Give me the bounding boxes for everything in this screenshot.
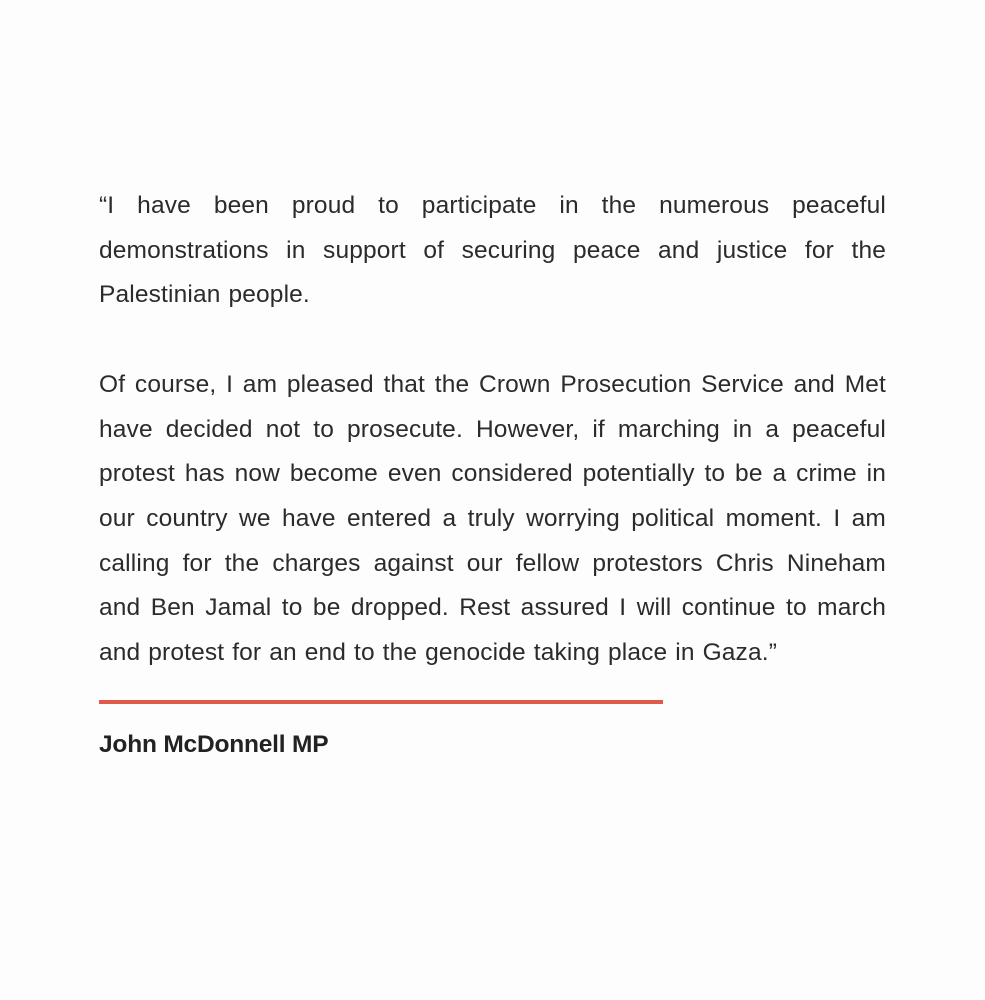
quote-author: John McDonnell MP	[99, 730, 329, 758]
quote-card	[99, 184, 886, 760]
quote-paragraph-2: Of course, I am pleased that the Crown Prosecution Service and Met have decided not to prosecute. However, if marching in a peaceful protest has now become even considered potentially to be a crime in our country we have entered a truly worrying political moment. I am calling for the charges against our fellow protestors Chris Nineham and Ben Jamal to be dropped. Rest assured I will continue to march and protest for an end to the genocide taking place in Gaza.”	[99, 370, 886, 667]
quote-paragraph-1: “I have been proud to participate in the numerous peaceful demonstrations in support of securing peace and justice for the Palestinian people.	[99, 192, 886, 309]
accent-divider	[99, 700, 663, 704]
